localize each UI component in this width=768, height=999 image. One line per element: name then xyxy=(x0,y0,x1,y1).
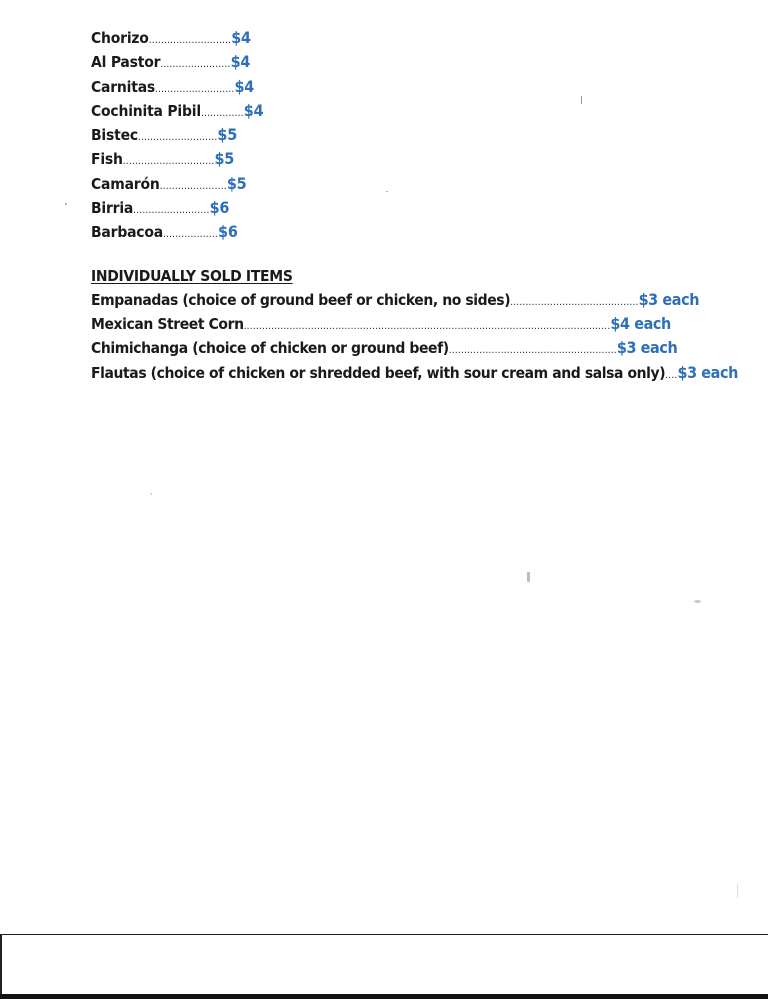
scan-speck xyxy=(527,572,530,582)
menu-item-cochinita-pibil xyxy=(91,99,738,123)
menu-item-chorizo xyxy=(91,26,738,50)
menu-item-carnitas xyxy=(91,75,738,99)
item-name: Mexican Street Corn xyxy=(91,314,244,333)
item-name: Birria xyxy=(91,199,134,218)
item-price: $5 xyxy=(226,173,247,193)
dot-leader: ........................... xyxy=(148,35,232,46)
scan-speck xyxy=(386,191,388,192)
individual-item-chimichanga xyxy=(91,336,738,360)
item-price: $4 xyxy=(230,52,251,72)
dot-leader: .......................... xyxy=(155,83,235,95)
item-price: $4 each xyxy=(610,313,671,333)
section-spacer xyxy=(91,245,738,265)
item-price: $3 each xyxy=(677,362,738,382)
menu-item-camaron xyxy=(91,172,738,196)
individually-sold-heading: INDIVIDUALLY SOLD ITEMS xyxy=(91,266,293,285)
dot-leader: ........................................................................................................................ xyxy=(243,320,611,332)
item-price: $3 each xyxy=(638,289,700,309)
menu-item-al-pastor xyxy=(91,50,738,74)
item-name: Flautas (choice of chicken or shredded beef, with sour cream and salsa only) xyxy=(91,363,666,382)
individual-item-empanadas xyxy=(91,288,738,312)
individual-item-flautas xyxy=(91,361,738,385)
dot-leader: .......................... xyxy=(137,132,218,144)
item-name: Cochinita Pibil xyxy=(91,101,201,120)
menu-item-fish xyxy=(91,147,738,171)
item-name: Bistec xyxy=(91,126,138,145)
item-name: Carnitas xyxy=(91,77,156,96)
dot-leader: ......................... xyxy=(133,205,210,217)
dot-leader: .............. xyxy=(200,107,244,119)
item-price: $6 xyxy=(218,222,238,242)
individual-item-street-corn xyxy=(91,312,738,336)
dot-leader: .............................. xyxy=(122,156,215,168)
item-price: $4 xyxy=(243,100,264,120)
scan-border-line xyxy=(0,934,768,935)
item-name: Chorizo xyxy=(91,29,149,47)
menu-item-bistec xyxy=(91,123,738,147)
item-price: $3 each xyxy=(616,338,678,358)
menu-item-barbacoa xyxy=(91,220,738,244)
item-name: Empanadas (choice of ground beef or chicken, no sides) xyxy=(91,290,511,309)
scan-border-edge xyxy=(0,934,2,999)
scan-speck xyxy=(581,96,582,104)
scan-bottom-edge xyxy=(0,994,768,999)
item-price: $4 xyxy=(231,28,251,47)
menu-sheet xyxy=(91,26,738,385)
scan-speck xyxy=(737,884,738,898)
item-name: Barbacoa xyxy=(91,223,163,242)
item-price: $5 xyxy=(217,125,238,145)
item-name: Fish xyxy=(91,150,123,169)
item-price: $4 xyxy=(234,76,255,96)
item-price: $6 xyxy=(209,198,230,218)
dot-leader: .................. xyxy=(162,229,218,241)
dot-leader: ....................... xyxy=(160,59,231,71)
dot-leader: .......................................... xyxy=(510,296,639,308)
scan-speck xyxy=(150,493,152,495)
item-name: Chimichanga (choice of chicken or ground beef) xyxy=(91,339,449,358)
menu-item-birria xyxy=(91,196,738,220)
dot-leader: ...................... xyxy=(159,180,227,192)
dot-leader: ....................................................... xyxy=(448,345,617,357)
item-name: Al Pastor xyxy=(91,53,161,72)
dot-leader: .... xyxy=(665,369,678,381)
item-name: Camarón xyxy=(91,174,160,193)
item-price: $5 xyxy=(214,149,235,169)
scan-speck xyxy=(694,600,701,603)
scan-speck xyxy=(65,203,67,205)
